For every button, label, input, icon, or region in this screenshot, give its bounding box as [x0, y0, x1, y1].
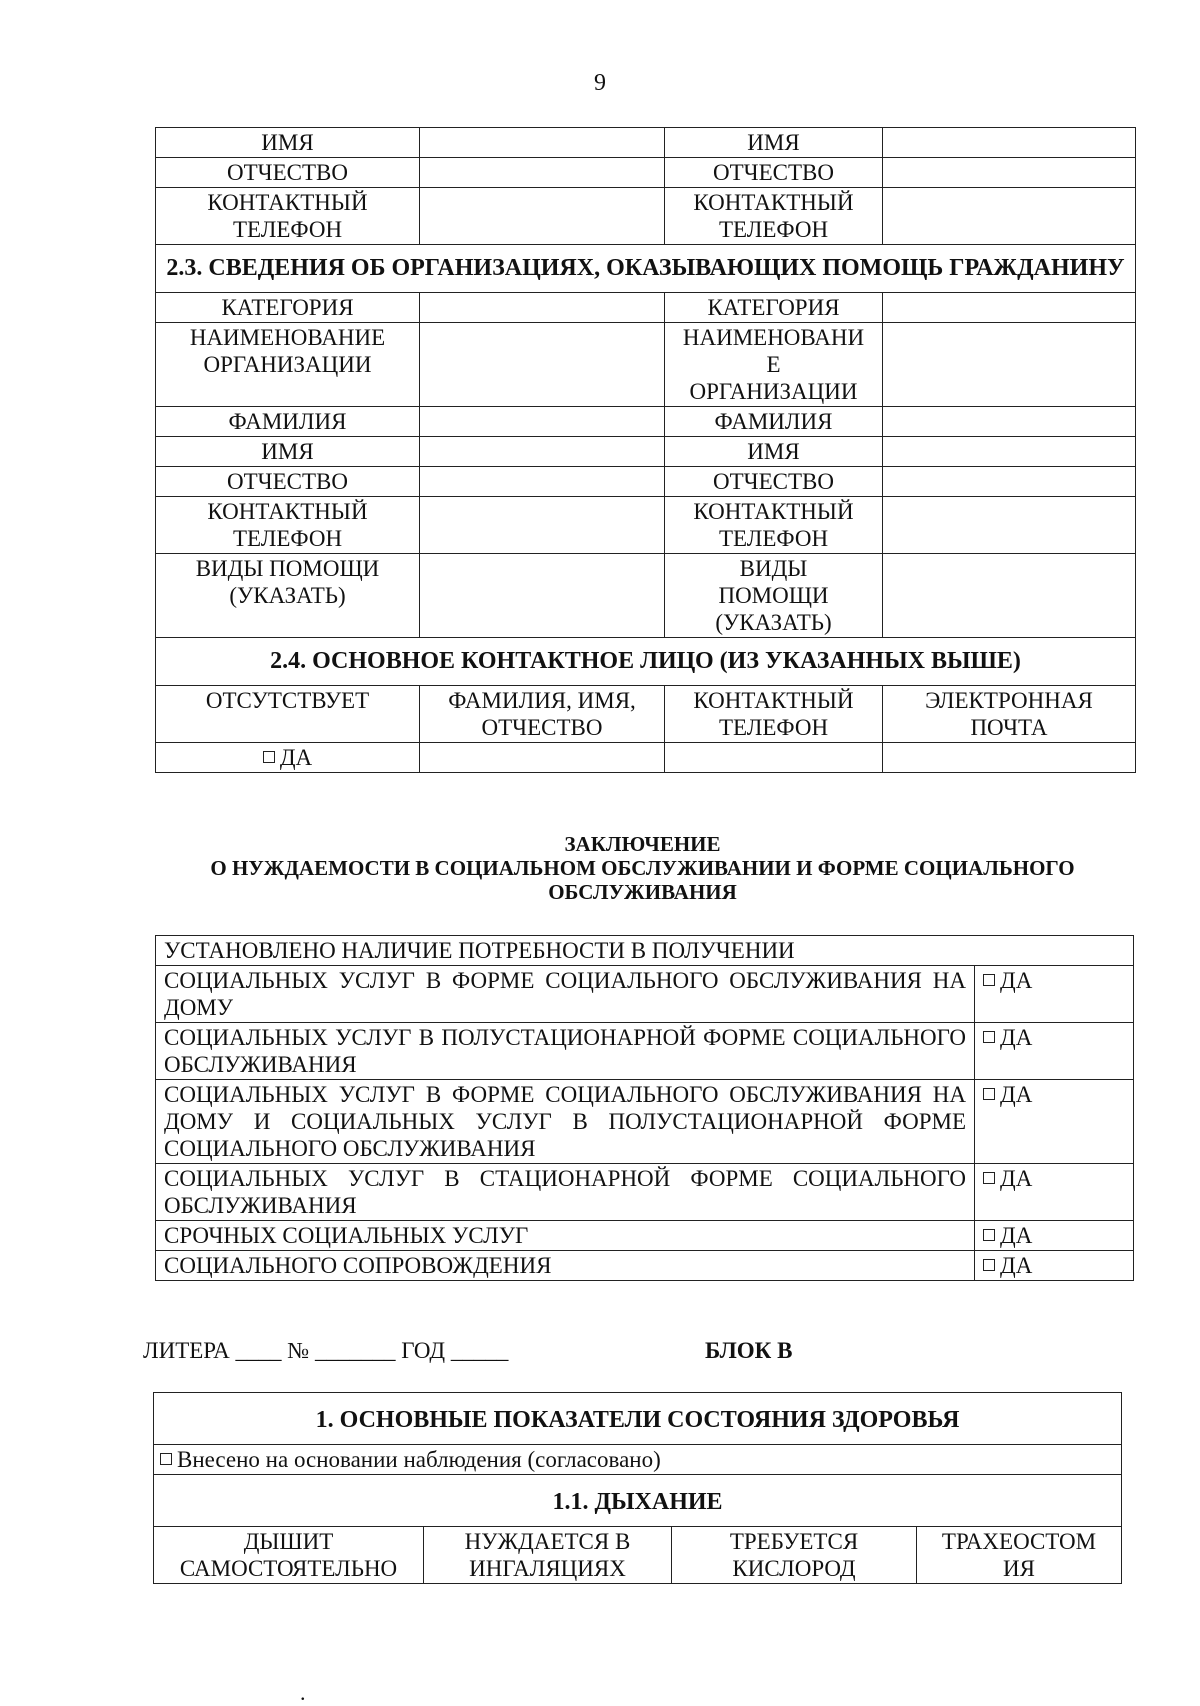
org-category-row: [156, 293, 1136, 323]
conclusion-title-line3: ОБСЛУЖИВАНИЯ: [548, 880, 737, 904]
breathing-oxygen[interactable]: ТРЕБУЕТСЯ КИСЛОРОД: [672, 1527, 917, 1584]
absent-yes-checkbox[interactable]: [156, 743, 420, 773]
conclusion-title-line2: О НУЖДАЕМОСТИ В СОЦИАЛЬНОМ ОБСЛУЖИВАНИИ И ФОРМЕ СОЦИАЛЬНОГО: [210, 856, 1075, 880]
checkbox-icon: [983, 974, 995, 986]
phone-label-right: КОНТАКТНЫЙ ТЕЛЕФОН: [665, 188, 883, 245]
checkbox-icon: [983, 1259, 995, 1271]
checkbox-icon: [983, 1031, 995, 1043]
main-contact-email-value[interactable]: [883, 743, 1136, 773]
col-phone: КОНТАКТНЫЙ ТЕЛЕФОН: [665, 686, 883, 743]
conclusion-yes-checkbox[interactable]: [975, 1023, 1134, 1080]
help-types-label-left: ВИДЫ ПОМОЩИ (УКАЗАТЬ): [156, 554, 420, 638]
stray-dot: .: [300, 1680, 306, 1705]
checkbox-icon: [983, 1229, 995, 1241]
yes-label: ДА: [1000, 1166, 1033, 1191]
patronymic-value-right[interactable]: [883, 158, 1136, 188]
breathing-options-row: [154, 1527, 1122, 1584]
org-phone-value-left[interactable]: [420, 497, 665, 554]
help-types-value-right[interactable]: [883, 554, 1136, 638]
breathing-self[interactable]: ДЫШИТ САМОСТОЯТЕЛЬНО: [154, 1527, 424, 1584]
main-contact-fio-value[interactable]: [420, 743, 665, 773]
org-name-label-right-line2: Е: [766, 352, 781, 377]
org-name-row: [156, 323, 1136, 407]
conclusion-row-label: СОЦИАЛЬНОГО СОПРОВОЖДЕНИЯ: [156, 1251, 975, 1281]
help-types-label-right-line1: ВИДЫ: [739, 556, 808, 581]
health-observed-row: [154, 1445, 1122, 1475]
org-patronymic-value-right[interactable]: [883, 467, 1136, 497]
org-name-label-left: НАИМЕНОВАНИЕ ОРГАНИЗАЦИИ: [156, 323, 420, 407]
conclusion-yes-checkbox[interactable]: [975, 1164, 1134, 1221]
conclusion-row-label: СОЦИАЛЬНЫХ УСЛУГ В СТАЦИОНАРНОЙ ФОРМЕ СОЦИАЛЬНОГО ОБСЛУЖИВАНИЯ: [156, 1164, 975, 1221]
conclusion-row-stationary: [156, 1164, 1134, 1221]
conclusion-yes-checkbox[interactable]: [975, 966, 1134, 1023]
org-help-types-row: [156, 554, 1136, 638]
block-label: БЛОК В: [705, 1338, 793, 1363]
col-absent: ОТСУТСТВУЕТ: [156, 686, 420, 743]
org-patronymic-row: [156, 467, 1136, 497]
org-name-label-right: [665, 323, 883, 407]
phone-label-left: КОНТАКТНЫЙ ТЕЛЕФОН: [156, 188, 420, 245]
org-name-value-left[interactable]: [420, 323, 665, 407]
checkbox-icon: [263, 751, 275, 763]
org-name-person-row: [156, 437, 1136, 467]
health-table: [153, 1392, 1122, 1584]
health-title: 1. ОСНОВНЫЕ ПОКАЗАТЕЛИ СОСТОЯНИЯ ЗДОРОВЬЯ: [154, 1393, 1122, 1445]
help-types-label-right-line3: (УКАЗАТЬ): [715, 610, 832, 635]
phone-row: [156, 188, 1136, 245]
name-label-left: ИМЯ: [156, 128, 420, 158]
col-email: ЭЛЕКТРОННАЯ ПОЧТА: [883, 686, 1136, 743]
section-2-3-title: 2.3. СВЕДЕНИЯ ОБ ОРГАНИЗАЦИЯХ, ОКАЗЫВАЮЩИХ ПОМОЩЬ ГРАЖДАНИНУ: [156, 245, 1136, 293]
page-number: 9: [594, 70, 606, 96]
org-phone-value-right[interactable]: [883, 497, 1136, 554]
checkbox-icon: [983, 1172, 995, 1184]
org-surname-label-left: ФАМИЛИЯ: [156, 407, 420, 437]
org-phone-label-left: КОНТАКТНЫЙ ТЕЛЕФОН: [156, 497, 420, 554]
org-surname-label-right: ФАМИЛИЯ: [665, 407, 883, 437]
conclusion-yes-checkbox[interactable]: [975, 1080, 1134, 1164]
org-category-value-left[interactable]: [420, 293, 665, 323]
conclusion-yes-checkbox[interactable]: [975, 1221, 1134, 1251]
yes-label: ДА: [1000, 968, 1033, 993]
org-name-label-right-line1: НАИМЕНОВАНИ: [682, 325, 865, 350]
main-contact-header-row: [156, 686, 1136, 743]
org-person-name-label-left: ИМЯ: [156, 437, 420, 467]
org-patronymic-label-left: ОТЧЕСТВО: [156, 467, 420, 497]
conclusion-header: УСТАНОВЛЕНО НАЛИЧИЕ ПОТРЕБНОСТИ В ПОЛУЧЕНИИ: [156, 936, 1134, 966]
yes-label: ДА: [1000, 1025, 1033, 1050]
conclusion-header-row: [156, 936, 1134, 966]
org-phone-row: [156, 497, 1136, 554]
conclusion-row-label: СОЦИАЛЬНЫХ УСЛУГ В ПОЛУСТАЦИОНАРНОЙ ФОРМЕ СОЦИАЛЬНОГО ОБСЛУЖИВАНИЯ: [156, 1023, 975, 1080]
conclusion-row-urgent: [156, 1221, 1134, 1251]
patronymic-value-left[interactable]: [420, 158, 665, 188]
org-surname-value-right[interactable]: [883, 407, 1136, 437]
health-header-row: [154, 1393, 1122, 1445]
help-types-label-right: [665, 554, 883, 638]
main-contact-phone-value[interactable]: [665, 743, 883, 773]
col-fio: ФАМИЛИЯ, ИМЯ, ОТЧЕСТВО: [420, 686, 665, 743]
org-patronymic-value-left[interactable]: [420, 467, 665, 497]
conclusion-row-label: СОЦИАЛЬНЫХ УСЛУГ В ФОРМЕ СОЦИАЛЬНОГО ОБСЛУЖИВАНИЯ НА ДОМУ И СОЦИАЛЬНЫХ УСЛУГ В ПОЛУСТАЦИОНАРНОЙ ФОРМЕ СОЦИАЛЬНОГО ОБСЛУЖИВАНИЯ: [156, 1080, 975, 1164]
phone-value-left[interactable]: [420, 188, 665, 245]
org-phone-label-right: КОНТАКТНЫЙ ТЕЛЕФОН: [665, 497, 883, 554]
org-surname-value-left[interactable]: [420, 407, 665, 437]
breathing-header-row: [154, 1475, 1122, 1527]
conclusion-table: [155, 935, 1134, 1281]
yes-label: ДА: [1000, 1082, 1033, 1107]
conclusion-row-semistationary: [156, 1023, 1134, 1080]
conclusion-yes-checkbox[interactable]: [975, 1251, 1134, 1281]
contacts-table: [155, 127, 1136, 773]
conclusion-row-label: СОЦИАЛЬНЫХ УСЛУГ В ФОРМЕ СОЦИАЛЬНОГО ОБСЛУЖИВАНИЯ НА ДОМУ: [156, 966, 975, 1023]
org-surname-row: [156, 407, 1136, 437]
tracheostomy-line1: ТРАХЕОСТОМ: [941, 1529, 1097, 1554]
org-category-value-right[interactable]: [883, 293, 1136, 323]
org-patronymic-label-right: ОТЧЕСТВО: [665, 467, 883, 497]
help-types-label-right-line2: ПОМОЩИ: [718, 583, 829, 608]
checkbox-icon: [983, 1088, 995, 1100]
org-category-label-left: КАТЕГОРИЯ: [156, 293, 420, 323]
observed-checkbox[interactable]: [154, 1445, 1122, 1475]
conclusion-row-home-and-semistationary: [156, 1080, 1134, 1164]
section-2-4-header: [156, 638, 1136, 686]
section-2-3-header: [156, 245, 1136, 293]
org-category-label-right: КАТЕГОРИЯ: [665, 293, 883, 323]
name-row: [156, 128, 1136, 158]
conclusion-row-label: СРОЧНЫХ СОЦИАЛЬНЫХ УСЛУГ: [156, 1221, 975, 1251]
conclusion-title: [155, 832, 1130, 904]
yes-label: ДА: [1000, 1253, 1033, 1278]
breathing-title: 1.1. ДЫХАНИЕ: [154, 1475, 1122, 1527]
checkbox-icon: [160, 1453, 172, 1465]
patronymic-label-right: ОТЧЕСТВО: [665, 158, 883, 188]
breathing-tracheostomy[interactable]: [917, 1527, 1122, 1584]
litera-line: ЛИТЕРА ____ № _______ ГОД _____: [143, 1338, 509, 1363]
main-contact-value-row: [156, 743, 1136, 773]
breathing-inhalation[interactable]: НУЖДАЕТСЯ В ИНГАЛЯЦИЯХ: [424, 1527, 672, 1584]
phone-value-right[interactable]: [883, 188, 1136, 245]
conclusion-row-home: [156, 966, 1134, 1023]
observed-label: Внесено на основании наблюдения (согласовано): [177, 1447, 661, 1472]
org-person-name-value-right[interactable]: [883, 437, 1136, 467]
conclusion-title-line1: ЗАКЛЮЧЕНИЕ: [564, 832, 721, 856]
name-value-left[interactable]: [420, 128, 665, 158]
name-value-right[interactable]: [883, 128, 1136, 158]
name-label-right: ИМЯ: [665, 128, 883, 158]
conclusion-row-accompaniment: [156, 1251, 1134, 1281]
patronymic-label-left: ОТЧЕСТВО: [156, 158, 420, 188]
tracheostomy-line2: ИЯ: [1003, 1556, 1035, 1581]
patronymic-row: [156, 158, 1136, 188]
yes-label: ДА: [1000, 1223, 1033, 1248]
help-types-value-left[interactable]: [420, 554, 665, 638]
section-2-4-title: 2.4. ОСНОВНОЕ КОНТАКТНОЕ ЛИЦО (ИЗ УКАЗАННЫХ ВЫШЕ): [156, 638, 1136, 686]
org-name-value-right[interactable]: [883, 323, 1136, 407]
absent-yes-label: ДА: [279, 745, 313, 770]
org-person-name-label-right: ИМЯ: [665, 437, 883, 467]
org-person-name-value-left[interactable]: [420, 437, 665, 467]
org-name-label-right-line3: ОРГАНИЗАЦИИ: [689, 379, 858, 404]
